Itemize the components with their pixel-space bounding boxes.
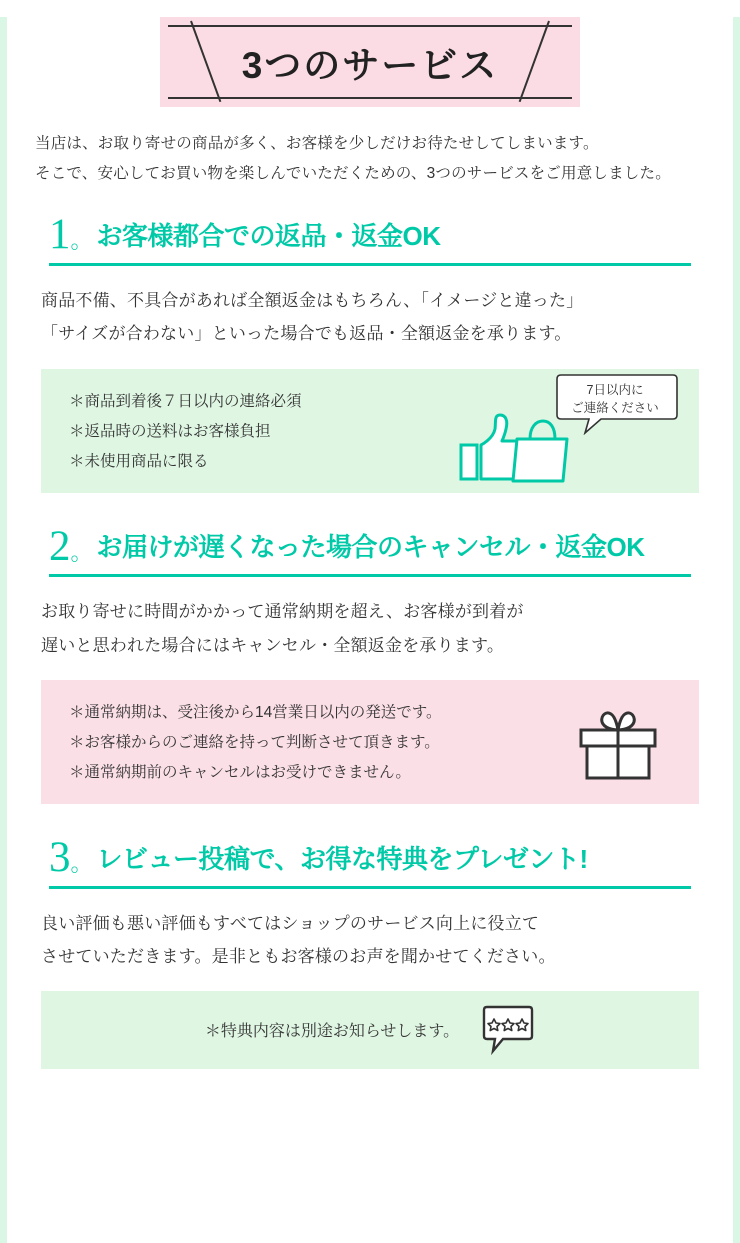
section-1 xyxy=(7,211,733,492)
section-3-body-line-1: 良い評価も悪い評価もすべてはショップのサービス向上に役立て xyxy=(41,913,540,933)
section-1-body-line-1: 商品不備、不具合があれば全額返金はもちろん、「イメージと違った」 xyxy=(41,291,584,311)
section-3-heading xyxy=(7,833,733,881)
review-comment-icon xyxy=(481,1005,535,1055)
section-3 xyxy=(7,833,733,1069)
section-2-title: お届けが遅くなった場合のキャンセル・返金OK xyxy=(96,532,645,563)
section-1-heading xyxy=(7,211,733,259)
section-1-note-box xyxy=(41,369,699,493)
section-1-note-3: ＊未使用商品に限る xyxy=(69,453,209,470)
page-title: 3つのサービス xyxy=(241,45,499,86)
section-3-note-box xyxy=(41,991,699,1069)
section-3-body xyxy=(41,907,699,973)
section-1-number: 1。 xyxy=(49,211,93,259)
section-2-note-1: ＊通常納期は、受注後から14営業日以内の発送です。 xyxy=(69,703,442,721)
section-3-title: レビュー投稿で、お得な特典をプレゼント! xyxy=(96,843,588,874)
thumbs-up-shopping-bag-icon xyxy=(455,411,575,483)
section-2-number: 2。 xyxy=(49,522,93,570)
section-3-number: 3。 xyxy=(49,833,93,881)
section-1-body-line-2: 「サイズが合わない」といった場合でも返品・全額返金を承ります。 xyxy=(41,324,572,344)
section-1-rule xyxy=(49,263,691,266)
section-2-body-line-2: 遅いと思われた場合にはキャンセル・全額返金を承ります。 xyxy=(41,635,505,655)
section-1-note-1: ＊商品到着後７日以内の連絡必須 xyxy=(69,392,302,410)
section-2-note-box xyxy=(41,680,699,804)
section-2-rule xyxy=(49,574,691,577)
section-2-note-2: ＊お客様からのご連絡を持って判断させて頂きます。 xyxy=(69,733,440,751)
section-1-note-2: ＊返品時の送料はお客様負担 xyxy=(69,422,271,440)
gift-box-icon xyxy=(577,708,659,782)
section-3-note-1: ＊特典内容は別途お知らせします。 xyxy=(204,1023,460,1041)
section-2-note-3: ＊通常納期前のキャンセルはお受けできません。 xyxy=(69,764,411,782)
service-page xyxy=(0,17,740,1243)
page-title-banner xyxy=(160,17,580,107)
section-3-rule xyxy=(49,886,691,889)
section-3-body-line-2: させていただきます。是非ともお客様のお声を聞かせてください。 xyxy=(41,946,556,966)
bubble-text: 7日以内に ご連絡ください xyxy=(571,382,659,416)
section-1-body xyxy=(41,284,699,350)
intro-line-2: そこで、安心してお買い物を楽しんでいただくための、3つのサービスをご用意しました。 xyxy=(35,165,671,183)
intro-line-1: 当店は、お取り寄せの商品が多く、お客様を少しだけお待たせしてしまいます。 xyxy=(35,135,599,152)
section-2-heading xyxy=(7,522,733,570)
section-1-title: お客様都合での返品・返金OK xyxy=(96,221,441,252)
intro-paragraph xyxy=(35,129,705,189)
section-2-body-line-1: お取り寄せに時間がかかって通常納期を超え、お客様が到着が xyxy=(41,602,524,622)
section-2 xyxy=(7,522,733,804)
section-2-body xyxy=(41,595,699,661)
